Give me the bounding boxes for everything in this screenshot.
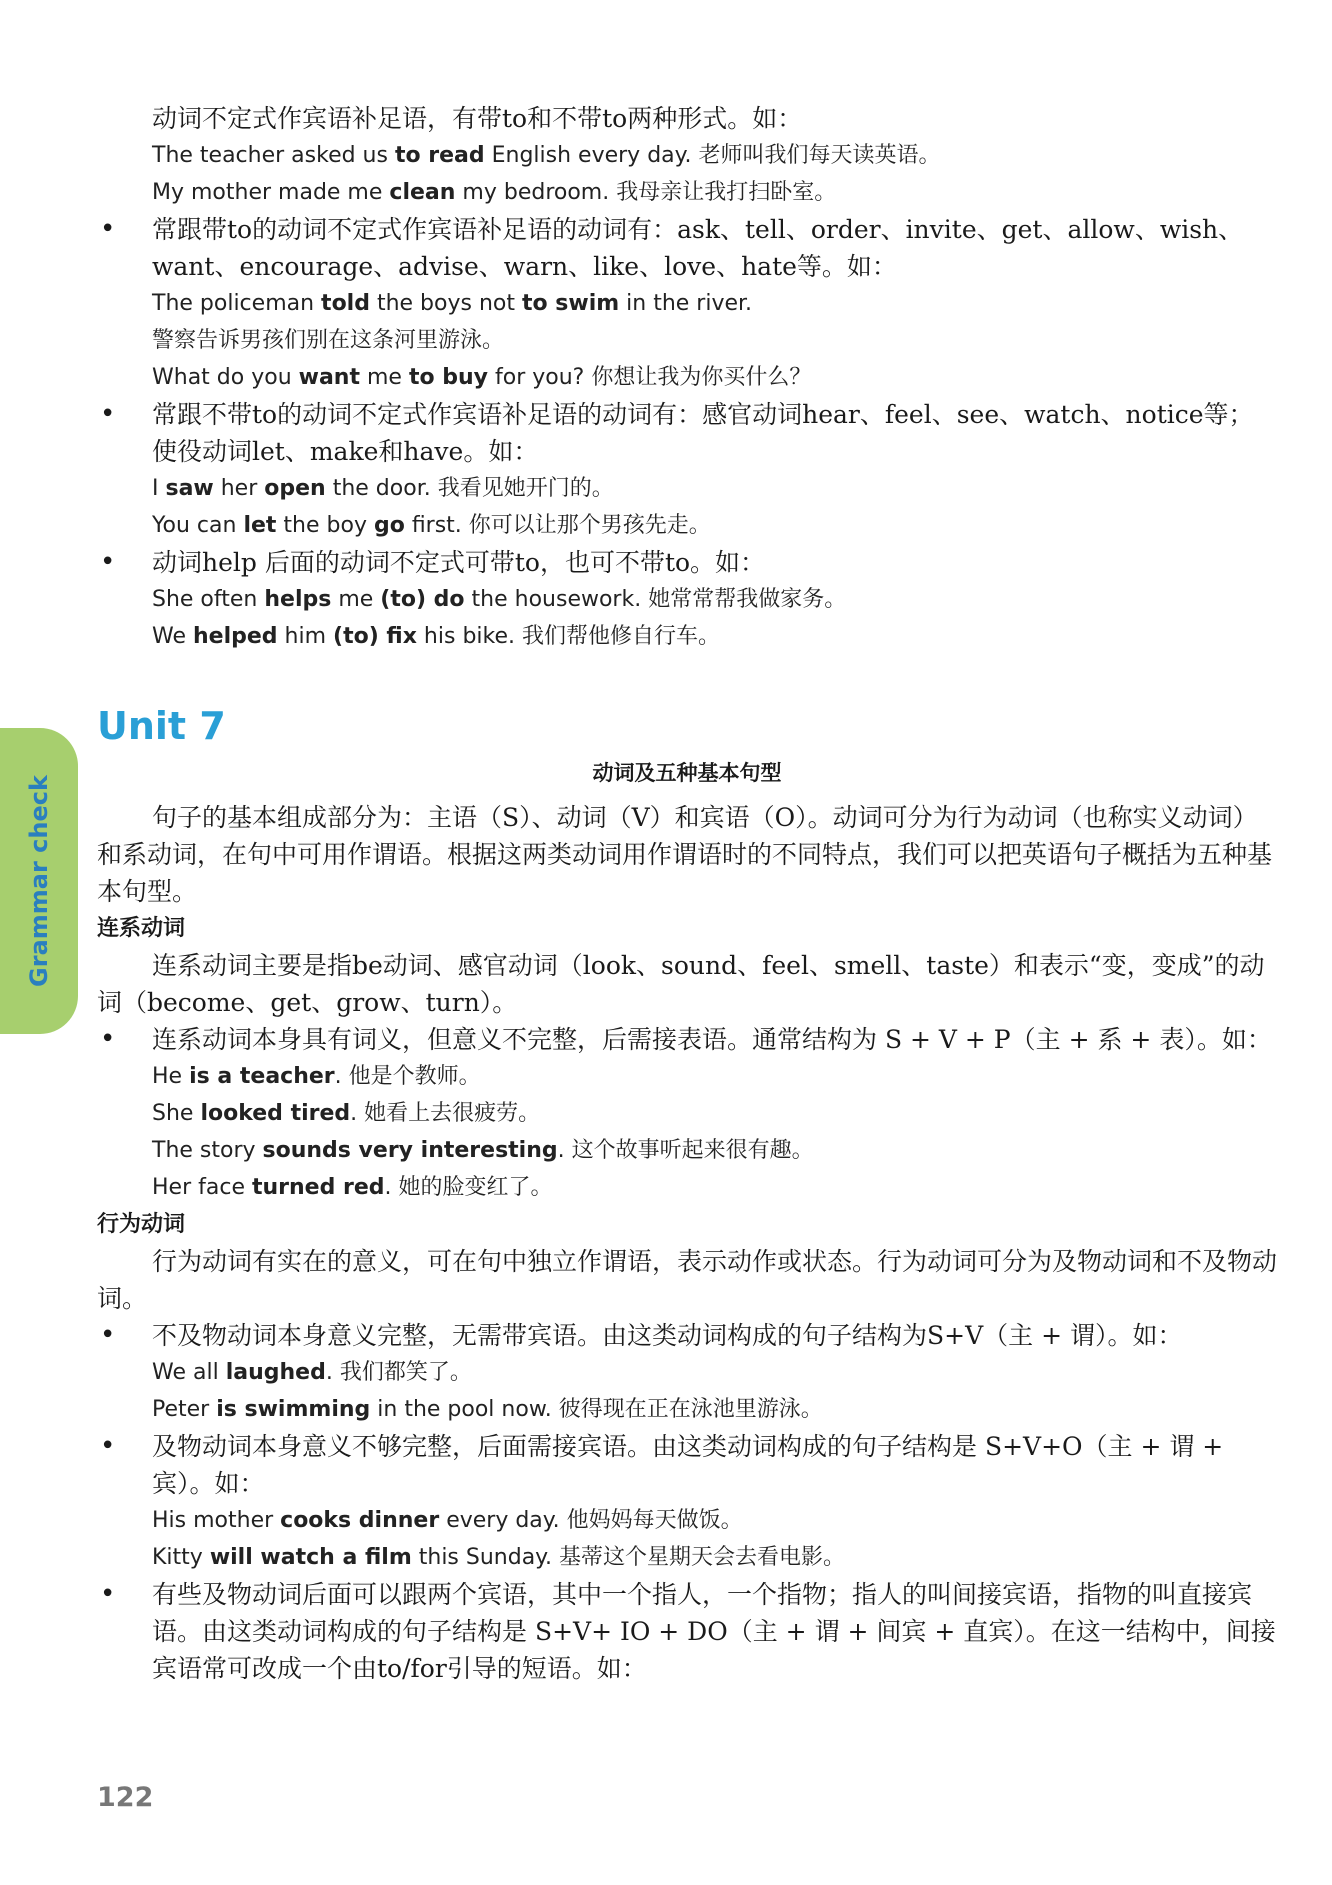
bullet-item — [97, 1428, 1277, 1576]
bullet-item — [97, 544, 1277, 655]
example-sentence: Kitty will watch a film this Sunday. 基蒂这个星期天会去看电影。 — [152, 1545, 846, 1570]
bullet-item — [97, 1317, 1277, 1428]
unit-title: Unit 7 — [97, 704, 226, 748]
bullet-dot: • — [100, 1024, 116, 1054]
bullet-dot: • — [100, 1431, 116, 1461]
page-content — [97, 100, 1277, 1687]
example-sentence: We all laughed. 我们都笑了。 — [152, 1360, 472, 1385]
bullet-text: 动词help 后面的动词不定式可带to，也可不带to。如： — [152, 548, 766, 577]
side-tab — [0, 728, 78, 1034]
example-sentence: She often helps me (to) do the housework. 她常常帮我做家务。 — [152, 587, 847, 612]
example-sentence: We helped him (to) fix his bike. 我们帮他修自行车。 — [152, 624, 720, 649]
bullet-text: 连系动词本身具有词义，但意义不完整，后需接表语。通常结构为 S + V + P（主 + 系 + 表）。如： — [152, 1025, 1272, 1054]
bullet-dot: • — [100, 1579, 116, 1609]
subheading-linking-verbs: 连系动词 — [97, 916, 186, 941]
bullet-dot: • — [100, 1320, 116, 1350]
section-title: 动词及五种基本句型 — [592, 761, 782, 785]
bullet-text: 不及物动词本身意义完整，无需带宾语。由这类动词构成的句子结构为S+V（主 + 谓）。如： — [152, 1321, 1183, 1350]
bullet-item — [97, 1576, 1277, 1687]
bullet-text: 及物动词本身意义不够完整，后面需接宾语。由这类动词构成的句子结构是 S+V+O（主 + 谓 + 宾）。如： — [152, 1432, 1224, 1498]
intro-paragraph: 句子的基本组成部分为：主语（S）、动词（V）和宾语（O）。动词可分为行为动词（也称实义动词）和系动词，在句中可用作谓语。根据这两类动词用作谓语时的不同特点，我们可以把英语句子概括为五种基本句型。 — [97, 803, 1273, 906]
example-sentence: I saw her open the door. 我看见她开门的。 — [152, 476, 614, 501]
example-sentence: Her face turned red. 她的脸变红了。 — [152, 1175, 553, 1200]
bullet-item — [97, 211, 1277, 396]
example-sentence: What do you want me to buy for you? 你想让我为你买什么？ — [152, 365, 812, 390]
bullet-dot: • — [100, 399, 116, 429]
action-verbs-paragraph: 行为动词有实在的意义，可在句中独立作谓语，表示动作或状态。行为动词可分为及物动词和不及物动词。 — [97, 1247, 1278, 1313]
example-sentence: My mother made me clean my bedroom. 我母亲让我打扫卧室。 — [152, 180, 837, 205]
example-translation: 警察告诉男孩们别在这条河里游泳。 — [152, 328, 505, 353]
bullet-item — [97, 1021, 1277, 1206]
bullet-item — [97, 396, 1277, 544]
linking-verbs-paragraph: 连系动词主要是指be动词、感官动词（look、sound、feel、smell、taste）和表示“变，变成”的动词（become、get、grow、turn）。 — [97, 951, 1265, 1017]
bullet-text: 有些及物动词后面可以跟两个宾语，其中一个指人，一个指物；指人的叫间接宾语，指物的叫直接宾语。由这类动词构成的句子结构是 S+V+ IO + DO（主 + 谓 + 间宾 + 直宾）。在这一结构中，间接宾语常可改成一个由to/for引导的短语。如： — [152, 1580, 1276, 1683]
bullet-text: 常跟不带to的动词不定式作宾语补足语的动词有：感官动词hear、feel、see、watch、notice等；使役动词let、make和have。如： — [152, 400, 1254, 466]
bullet-dot: • — [100, 547, 116, 577]
page-number: 122 — [97, 1782, 154, 1813]
subheading-action-verbs: 行为动词 — [97, 1212, 186, 1237]
example-sentence: You can let the boy go first. 你可以让那个男孩先走。 — [152, 513, 711, 538]
example-sentence: His mother cooks dinner every day. 他妈妈每天做饭。 — [152, 1508, 743, 1533]
example-sentence: She looked tired. 她看上去很疲劳。 — [152, 1101, 541, 1126]
example-sentence: The story sounds very interesting. 这个故事听起来很有趣。 — [152, 1138, 814, 1163]
example-sentence: He is a teacher. 他是个教师。 — [152, 1064, 481, 1089]
infinitive-intro: 动词不定式作宾语补足语，有带to和不带to两种形式。如： — [152, 104, 803, 133]
bullet-text: 常跟带to的动词不定式作宾语补足语的动词有：ask、tell、order、invite、get、allow、wish、want、encourage、advise、warn、like、love、hate等。如： — [152, 215, 1244, 281]
example-sentence: Peter is swimming in the pool now. 彼得现在正在泳池里游泳。 — [152, 1397, 823, 1422]
example-sentence: The teacher asked us to read English every day. 老师叫我们每天读英语。 — [152, 143, 941, 168]
bullet-dot: • — [100, 214, 116, 244]
example-sentence: The policeman told the boys not to swim in the river. — [152, 291, 753, 316]
side-tab-label: Grammar check — [25, 775, 53, 987]
